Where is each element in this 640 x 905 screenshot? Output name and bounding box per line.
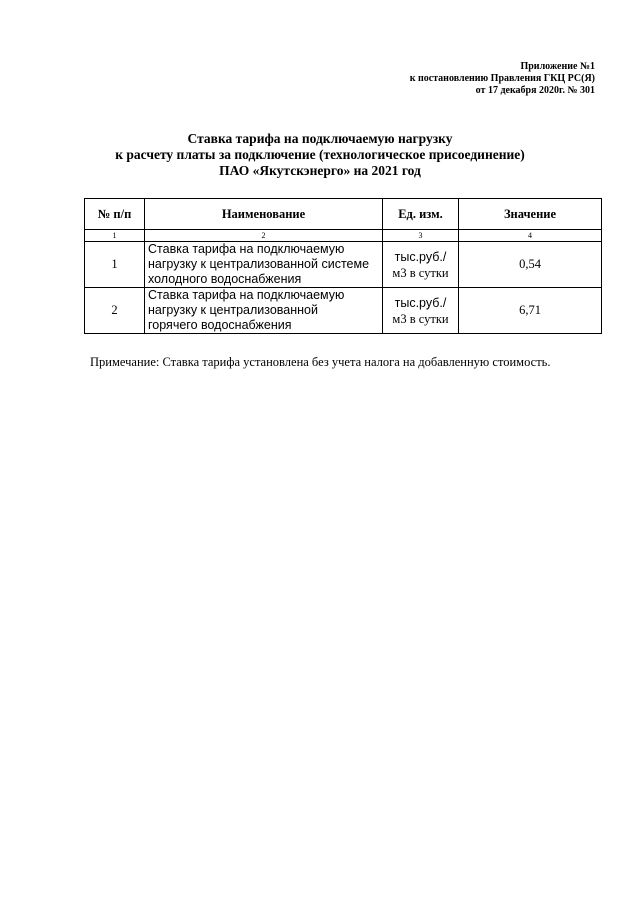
row-name-line: нагрузку к централизованной	[148, 303, 318, 317]
row-unit-line: тыс.руб./	[394, 295, 447, 310]
table-row	[85, 288, 602, 334]
column-index: 1	[85, 230, 145, 242]
appendix-line-2: к постановлению Правления ГКЦ РС(Я)	[409, 73, 595, 84]
appendix-line-1: Приложение №1	[520, 61, 595, 72]
row-name-line: холодного водоснабжения	[148, 272, 302, 286]
table-row	[85, 242, 602, 288]
row-name	[145, 242, 383, 288]
row-num: 2	[85, 288, 145, 334]
row-name-line: Ставка тарифа на подключаемую	[148, 288, 345, 302]
header-num: № п/п	[85, 199, 145, 230]
appendix-line-3: от 17 декабря 2020г. № 301	[475, 85, 595, 96]
title-line-3: ПАО «Якутскэнерго» на 2021 год	[219, 163, 421, 178]
row-unit	[383, 288, 459, 334]
title-line-1: Ставка тарифа на подключаемую нагрузку	[187, 131, 453, 146]
column-index: 4	[459, 230, 602, 242]
tax-note: Примечание: Ставка тарифа установлена без учета налога на добавленную стоимость.	[90, 355, 551, 369]
row-unit-line: тыс.руб./	[394, 249, 447, 264]
tariff-table	[84, 198, 602, 334]
row-name-line: Ставка тарифа на подключаемую	[148, 242, 345, 256]
row-unit	[383, 242, 459, 288]
header-value: Значение	[459, 199, 602, 230]
header-unit: Ед. изм.	[383, 199, 459, 230]
row-value: 0,54	[459, 242, 602, 288]
title-line-2: к расчету платы за подключение (технологическое присоединение)	[115, 147, 525, 162]
column-index: 3	[383, 230, 459, 242]
row-num: 1	[85, 242, 145, 288]
row-name	[145, 288, 383, 334]
row-value: 6,71	[459, 288, 602, 334]
row-unit-line: м3 в сутки	[392, 311, 449, 326]
column-index-row	[85, 230, 602, 242]
column-index: 2	[145, 230, 383, 242]
row-name-line: горячего водоснабжения	[148, 318, 292, 332]
table-header-row	[85, 199, 602, 230]
appendix-reference	[275, 61, 595, 97]
row-name-line: нагрузку к централизованной системе	[148, 257, 370, 271]
header-name: Наименование	[145, 199, 383, 230]
document-title	[0, 131, 640, 179]
row-unit-line: м3 в сутки	[392, 265, 449, 280]
